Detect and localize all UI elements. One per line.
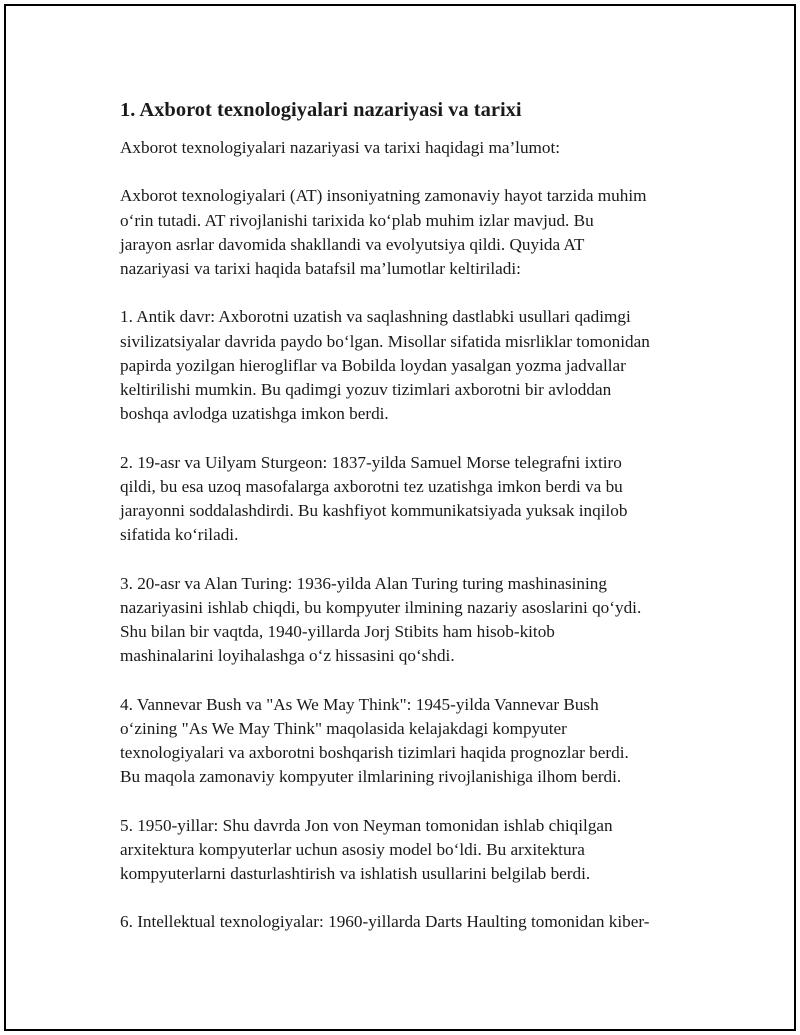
text-line: sifatida ko‘riladi. (120, 525, 239, 545)
paragraph (120, 305, 700, 426)
text-line: Axborot texnologiyalari (AT) insoniyatning zamonaviy hayot tarzida muhim (120, 186, 647, 206)
paragraph (120, 910, 700, 934)
text-line: 6. Intellektual texnologiyalar: 1960-yillarda Darts Haulting tomonidan kiber- (120, 912, 650, 932)
text-line: Shu bilan bir vaqtda, 1940-yillarda Jorj Stibits ham hisob-kitob (120, 622, 555, 641)
paragraph (120, 184, 700, 281)
text-line: boshqa avlodga uzatishga imkon berdi. (120, 404, 389, 424)
document-body (120, 96, 700, 959)
document-page (4, 4, 796, 1031)
text-line: 4. Vannevar Bush va "As We May Think": 1945-yilda Vannevar Bush (120, 694, 599, 714)
text-line: jarayon asrlar davomida shakllandi va evolyutsiya qildi. Quyida AT (120, 234, 585, 254)
text-line: nazariyasi va tarixi haqida batafsil ma’lumotlar keltiriladi: (120, 259, 521, 278)
paragraph (120, 451, 700, 548)
text-line: 3. 20-asr va Alan Turing: 1936-yilda Alan Turing turing mashinasining (120, 573, 607, 593)
section-heading: 1. Axborot texnologiyalari nazariyasi va tarixi (120, 99, 522, 121)
text-line: jarayonni soddalashdirdi. Bu kashfiyot kommunikatsiyada yuksak inqilob (120, 501, 628, 520)
text-line: Axborot texnologiyalari nazariyasi va tarixi haqidagi ma’lumot: (120, 138, 561, 157)
text-line: o‘zining "As We May Think" maqolasida kelajakdagi kompyuter (120, 718, 567, 738)
text-line: keltirilishi mumkin. Bu qadimgi yozuv tizimlari axborotni bir avloddan (120, 380, 612, 399)
paragraph (120, 136, 700, 160)
text-line: Bu maqola zamonaviy kompyuter ilmlarining rivojlanishiga ilhom berdi. (120, 767, 622, 787)
paragraph (120, 814, 700, 887)
text-line: sivilizatsiyalar davrida paydo bo‘lgan. Misollar sifatida misrliklar tomonidan (120, 331, 650, 351)
text-line: o‘rin tutadi. AT rivojlanishi tarixida ko‘plab muhim izlar mavjud. Bu (120, 210, 594, 230)
text-line: 2. 19-asr va Uilyam Sturgeon: 1837-yilda Samuel Morse telegrafni ixtiro (120, 452, 622, 472)
text-line: nazariyasini ishlab chiqdi, bu kompyuter ilmining nazariy asoslarini qo‘ydi. (120, 597, 642, 617)
paragraph (120, 693, 700, 790)
text-line: arxitektura kompyuterlar uchun asosiy model bo‘ldi. Bu arxitektura (120, 839, 585, 859)
text-line: kompyuterlarni dasturlashtirish va ishlatish usullarini belgilab berdi. (120, 864, 591, 883)
paragraph (120, 572, 700, 669)
text-line: 5. 1950-yillar: Shu davrda Jon von Neyman tomonidan ishlab chiqilgan (120, 815, 613, 835)
paragraph-list (120, 136, 700, 935)
text-line: 1. Antik davr: Axborotni uzatish va saqlashning dastlabki usullari qadimgi (120, 307, 631, 327)
text-line: mashinalarini loyihalashga o‘z hissasini qo‘shdi. (120, 646, 455, 666)
text-line: texnologiyalari va axborotni boshqarish tizimlari haqida prognozlar berdi. (120, 743, 629, 762)
text-line: papirda yozilgan hierogliflar va Bobilda loydan yasalgan yozma jadvallar (120, 355, 626, 375)
text-line: qildi, bu esa uzoq masofalarga axborotni tez uzatishga imkon berdi va bu (120, 476, 623, 496)
